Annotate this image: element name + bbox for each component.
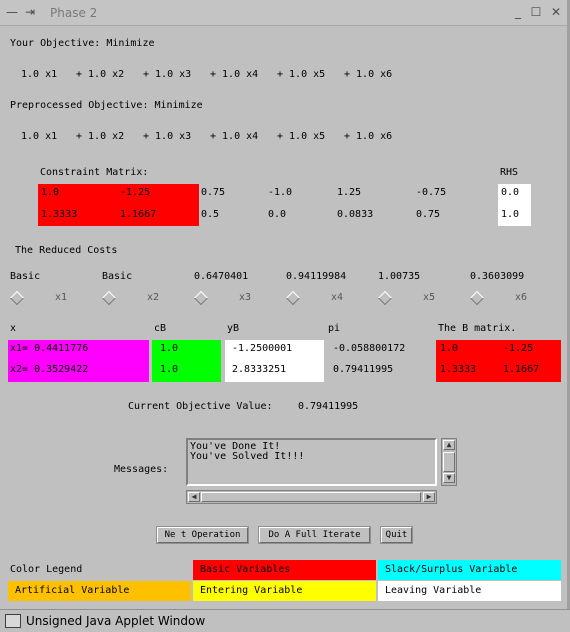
message-line: You've Solved It!!! [190, 451, 305, 462]
status-bar [0, 609, 570, 632]
objective-term: + 1.0 x3 [143, 69, 192, 80]
legend-entering: Entering Variable [193, 581, 376, 601]
messages-horizontal-scrollbar[interactable] [186, 490, 437, 504]
radio-x6[interactable] [470, 291, 484, 305]
objective-term: + 1.0 x2 [76, 69, 125, 80]
matrix-cell: -1.25 [120, 187, 151, 198]
yb-value: 2.8333251 [232, 364, 287, 375]
reduced-cost-value: 0.3603099 [470, 271, 525, 282]
matrix-cell: 1.3333 [41, 209, 78, 220]
matrix-cell: 0.5 [201, 209, 220, 220]
legend-slack: Slack/Surplus Variable [378, 560, 561, 580]
b-matrix-cell: -1.25 [503, 343, 534, 354]
message-line: You've Done It! [190, 441, 281, 452]
reduced-cost-value: 0.94119984 [286, 271, 347, 282]
radio-label-x2: x2 [147, 292, 160, 303]
radio-x5[interactable] [378, 291, 392, 305]
rhs-cell: 1.0 [501, 209, 520, 220]
objective-term: + 1.0 x6 [344, 69, 393, 80]
scroll-down-arrow-icon[interactable]: ▼ [443, 473, 455, 483]
scroll-thumb[interactable] [201, 492, 421, 502]
scroll-up-arrow-icon[interactable]: ▲ [443, 440, 455, 450]
messages-vertical-scrollbar[interactable] [441, 438, 457, 486]
rhs-cell: 0.0 [501, 187, 520, 198]
messages-textarea[interactable] [186, 438, 437, 486]
matrix-cell: -0.75 [416, 187, 447, 198]
radio-label-x5: x5 [423, 292, 436, 303]
quit-button[interactable]: Quit [381, 527, 412, 543]
objective-term: 1.0 x1 [21, 69, 58, 80]
x-header: x [10, 323, 17, 334]
reduced-cost-value: Basic [102, 271, 133, 282]
pin-icon[interactable]: ⇥ [24, 5, 36, 19]
pi-header: pi [328, 323, 341, 334]
radio-label-x1: x1 [55, 292, 68, 303]
current-objective-value: 0.79411995 [298, 401, 359, 412]
current-objective-label: Current Objective Value: [128, 401, 273, 412]
preprocessed-term: + 1.0 x4 [210, 131, 259, 142]
reduced-cost-value: 0.6470401 [194, 271, 249, 282]
matrix-cell: 1.0 [41, 187, 60, 198]
matrix-cell: 0.75 [416, 209, 441, 220]
pi-value: 0.79411995 [333, 364, 394, 375]
color-legend-label: Color Legend [10, 564, 83, 575]
close-icon[interactable]: ✕ [550, 5, 562, 19]
b-matrix-cell: 1.0 [440, 343, 459, 354]
title-bar [0, 0, 570, 26]
preprocessed-term: 1.0 x1 [21, 131, 58, 142]
preprocessed-term: + 1.0 x2 [76, 131, 125, 142]
b-matrix-cell: 1.1667 [503, 364, 540, 375]
cb-value: 1.0 [160, 343, 179, 354]
preprocessed-term: + 1.0 x5 [277, 131, 326, 142]
window-title: Phase 2 [50, 6, 98, 20]
rhs-label: RHS [500, 167, 519, 178]
b-matrix-cell: 1.3333 [440, 364, 477, 375]
maximize-icon[interactable]: ☐ [530, 5, 542, 19]
legend-leaving: Leaving Variable [378, 581, 561, 601]
scroll-left-arrow-icon[interactable]: ◀ [188, 492, 200, 502]
radio-label-x4: x4 [331, 292, 344, 303]
messages-label: Messages: [114, 464, 169, 475]
pi-value: -0.058800172 [333, 343, 406, 354]
legend-basic: Basic Variables [193, 560, 376, 580]
radio-x3[interactable] [194, 291, 208, 305]
reduced-cost-value: 1.00735 [378, 271, 421, 282]
status-text: Unsigned Java Applet Window [26, 614, 206, 628]
legend-artificial: Artificial Variable [8, 581, 191, 601]
applet-warning-icon [5, 614, 21, 628]
cb-value: 1.0 [160, 364, 179, 375]
cb-header: cB [154, 323, 167, 334]
objective-label: Your Objective: Minimize [10, 38, 155, 49]
b-matrix-header: The B matrix. [438, 323, 517, 334]
matrix-cell: -1.0 [268, 187, 293, 198]
window-menu-icon[interactable]: — [6, 5, 18, 19]
objective-term: + 1.0 x4 [210, 69, 259, 80]
yb-value: -1.2500001 [232, 343, 293, 354]
objective-term: + 1.0 x5 [277, 69, 326, 80]
full-iterate-button[interactable]: Do A Full Iterate [259, 527, 370, 543]
scroll-thumb[interactable] [443, 452, 455, 472]
x-value: x2= 0.3529422 [10, 364, 89, 375]
radio-x1[interactable] [10, 291, 24, 305]
preprocessed-term: + 1.0 x3 [143, 131, 192, 142]
radio-label-x3: x3 [239, 292, 252, 303]
matrix-cell: 0.0833 [337, 209, 374, 220]
next-operation-button[interactable]: Ne t Operation [157, 527, 248, 543]
constraint-matrix-label: Constraint Matrix: [40, 167, 149, 178]
yb-header: yB [227, 323, 240, 334]
preprocessed-label: Preprocessed Objective: Minimize [10, 100, 203, 111]
radio-label-x6: x6 [515, 292, 528, 303]
reduced-cost-value: Basic [10, 271, 41, 282]
x-value: x1= 0.4411776 [10, 343, 89, 354]
matrix-cell: 0.75 [201, 187, 226, 198]
reduced-costs-label: The Reduced Costs [15, 245, 118, 256]
preprocessed-term: + 1.0 x6 [344, 131, 393, 142]
minimize-icon[interactable]: _ [515, 5, 521, 19]
scroll-right-arrow-icon[interactable]: ▶ [423, 492, 435, 502]
matrix-cell: 1.25 [337, 187, 362, 198]
matrix-cell: 1.1667 [120, 209, 157, 220]
matrix-cell: 0.0 [268, 209, 287, 220]
radio-x2[interactable] [102, 291, 116, 305]
radio-x4[interactable] [286, 291, 300, 305]
